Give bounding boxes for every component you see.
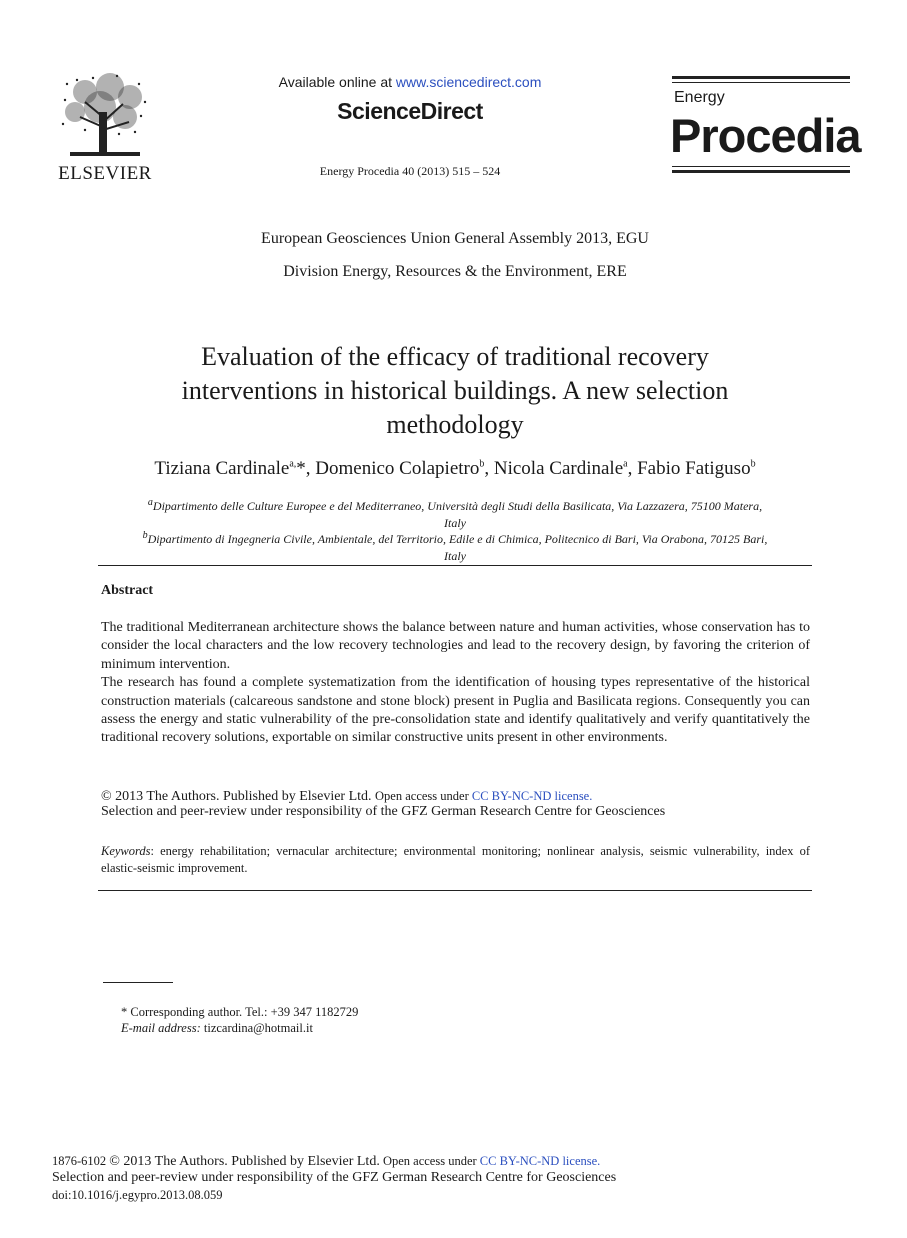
footer-peer-review: Selection and peer-review under responsibility of the GFZ German Research Centre for Geosciences <box>52 1170 617 1185</box>
corresponding-star: * <box>296 458 306 479</box>
abstract-body <box>101 619 810 748</box>
procedia-top-rule-2 <box>672 82 850 83</box>
footer-copyright: 1876-6102 © 2013 The Authors. Published by Elsevier Ltd. Open access under CC BY-NC-ND license. <box>52 1154 601 1169</box>
email-address[interactable]: tizcardina@hotmail.it <box>200 1021 313 1035</box>
affiliation-b: $^b$Dipartimento di Ingegneria Civile, Ambientale, del Territorio, Edile e di Chimica, Politecnico di Bari, Via Orabona, 70125 Bari, Italy <box>142 530 768 563</box>
author-sup: b <box>479 458 485 470</box>
author-name: Nicola Cardinale <box>493 458 624 479</box>
elsevier-tree-icon <box>55 72 155 162</box>
procedia-bottom-rule-2 <box>672 170 850 173</box>
license-link[interactable]: CC BY-NC-ND license. <box>471 789 593 803</box>
author-name: Domenico Colapietro <box>315 458 480 479</box>
abstract-paragraph-2: The research has found a complete systematization from the identification of housing types representative of the historical construction materials (calcareous sandstone and stone block) present in Puglia and Basilicata regions. Consequently you can assess the energy and static vulnerability of the pre-consolidation state and identify qualitatively and verify quantitatively the traditional recovery solutions, exportable on similar constructive units present in other environments. <box>101 675 810 746</box>
keywords-label: Keywords <box>101 844 151 858</box>
issn: 1876-6102 <box>52 1154 110 1168</box>
abstract-heading: Abstract <box>101 583 154 598</box>
author-sup: a <box>623 458 628 470</box>
affiliation-mark: a <box>147 497 153 508</box>
publisher-name: ELSEVIER <box>58 163 152 184</box>
affiliation-a: $^a$Dipartimento delle Culture Europee e del Mediterraneo, Università degli Studi della Basilicata, Via Lazzazera, 75100 Matera, Italy <box>147 497 763 530</box>
title-line-3: methodology <box>386 410 524 439</box>
footer-license-link[interactable]: CC BY-NC-ND license. <box>479 1154 601 1168</box>
title-line-2: interventions in historical buildings. A new selection <box>181 376 729 405</box>
available-online: Available online at www.sciencedirect.com <box>278 74 542 90</box>
author-list: Tiziana Cardinale$^{a,}$*, Domenico Colapietro$^b$, Nicola Cardinale$^a$, Fabio Fatiguso$^b$ <box>154 458 756 479</box>
paper-title <box>100 340 810 442</box>
copyright-line: © 2013 The Authors. Published by Elsevier Ltd. Open access under CC BY-NC-ND license. <box>101 789 593 804</box>
keywords: Keywords: energy rehabilitation; vernacular architecture; environmental monitoring; nonlinear analysis, seismic vulnerability, index of elastic-seismic improvement. <box>101 844 810 875</box>
abstract-paragraph-1: The traditional Mediterranean architecture shows the balance between nature and human activities, whose conservation has to consider the local characters and the low recovery technologies and lead to the recovery design, by favoring the criterion of minimum intervention. <box>101 620 810 672</box>
elsevier-logo <box>55 72 155 182</box>
conference-line-2: Division Energy, Resources & the Environment, ERE <box>283 263 627 280</box>
abstract-top-rule <box>98 565 812 566</box>
author-name: Fabio Fatiguso <box>637 458 751 479</box>
author-name: Tiziana Cardinale <box>154 458 290 479</box>
conference-line-1: European Geosciences Union General Assembly 2013, EGU <box>261 230 649 247</box>
email-line: E-mail address: tizcardina@hotmail.it <box>121 1021 313 1035</box>
doi[interactable]: doi:10.1016/j.egypro.2013.08.059 <box>52 1188 223 1202</box>
abstract-bottom-rule <box>98 890 812 891</box>
affiliation-mark: b <box>142 530 148 541</box>
peer-review-line: Selection and peer-review under responsibility of the GFZ German Research Centre for Geosciences <box>101 804 666 819</box>
sciencedirect-link[interactable]: www.sciencedirect.com <box>395 74 542 90</box>
procedia-bottom-rule <box>672 166 850 167</box>
title-line-1: Evaluation of the efficacy of traditional recovery <box>201 342 709 371</box>
author-sup: b <box>750 458 756 470</box>
corresponding-author: * Corresponding author. Tel.: +39 347 1182729 <box>121 1005 359 1019</box>
author-sup: a, <box>289 458 297 470</box>
journal-citation: Energy Procedia 40 (2013) 515 – 524 <box>319 164 501 178</box>
journal-small-title: Energy <box>674 89 725 106</box>
journal-big-title: Procedia <box>670 109 861 162</box>
sciencedirect-wordmark: ScienceDirect <box>337 98 483 124</box>
procedia-top-rule <box>672 76 850 79</box>
footnote-rule <box>103 982 173 983</box>
